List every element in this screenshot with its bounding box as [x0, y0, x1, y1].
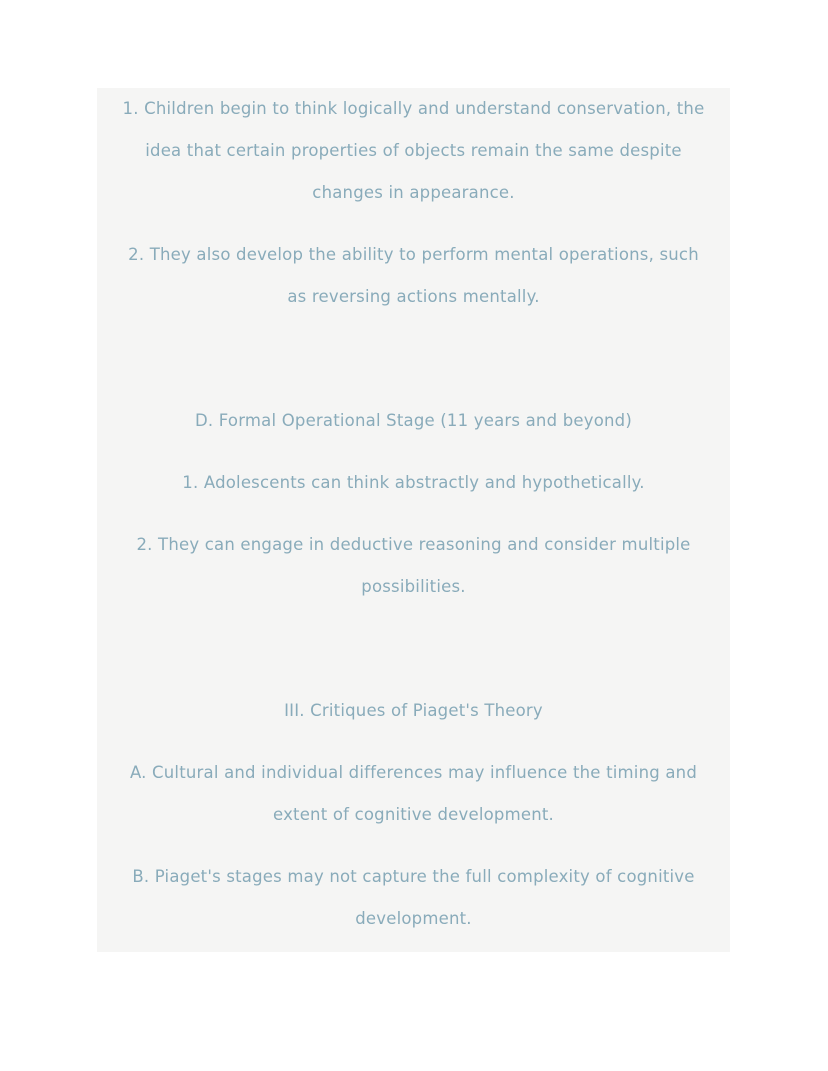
- outline-line: B. Piaget's stages may not capture the full complexity of cognitive: [132, 867, 695, 886]
- outline-line: possibilities.: [361, 577, 466, 596]
- subsection-heading-formal-operational: [97, 400, 730, 442]
- outline-line: extent of cognitive development.: [273, 805, 554, 824]
- outline-line: A. Cultural and individual differences may influence the timing and: [129, 763, 698, 782]
- outline-line: changes in appearance.: [312, 183, 515, 202]
- subsection-heading-line: D. Formal Operational Stage (11 years and beyond): [195, 411, 632, 430]
- paragraph-formal-operational-point-2: [97, 524, 730, 608]
- paragraph-critique-a: [97, 752, 730, 836]
- blank-line: [97, 628, 730, 690]
- outline-line: idea that certain properties of objects remain the same despite: [145, 141, 682, 160]
- outline-line: 1. Children begin to think logically and understand conservation, the: [122, 99, 705, 118]
- outline-line: 2. They can engage in deductive reasoning and consider multiple: [136, 535, 691, 554]
- section-heading-critiques: [97, 690, 730, 732]
- paragraph-concrete-operational-point-2: [97, 234, 730, 318]
- outline-line: 2. They also develop the ability to perform mental operations, such: [128, 245, 699, 264]
- paragraph-formal-operational-point-1: [97, 462, 730, 504]
- paragraph-concrete-operational-point-1: [97, 88, 730, 214]
- paragraph-critique-b: [97, 856, 730, 940]
- blank-line: [97, 338, 730, 400]
- section-heading-line: III. Critiques of Piaget's Theory: [284, 701, 543, 720]
- notes-card: [97, 88, 730, 952]
- outline-line: 1. Adolescents can think abstractly and hypothetically.: [182, 473, 645, 492]
- outline-line: development.: [355, 909, 472, 928]
- outline-line: as reversing actions mentally.: [287, 287, 540, 306]
